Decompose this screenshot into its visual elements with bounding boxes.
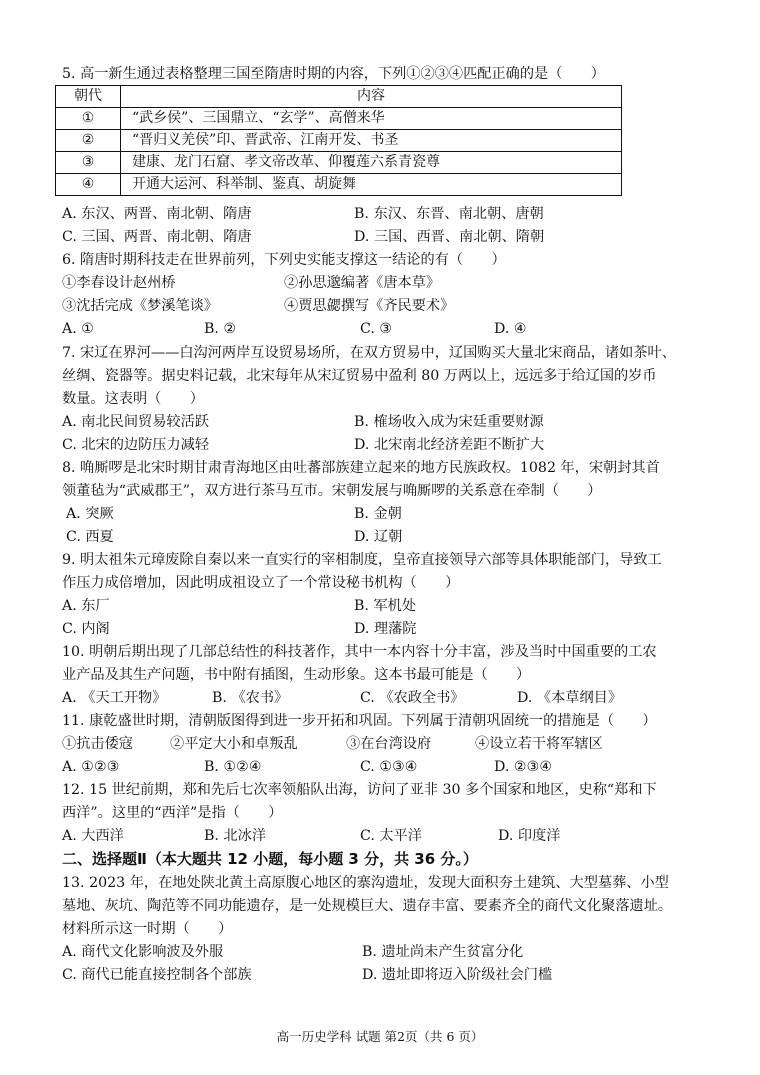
option-a: A. 突厥 xyxy=(66,506,114,522)
option-b: B. ② xyxy=(204,321,237,337)
item-4: ④贾思勰撰写《齐民要术》 xyxy=(284,298,455,314)
item-3: ③在台湾设府 xyxy=(346,736,432,752)
option-c: C. ①③④ xyxy=(360,759,418,775)
question-6-stem: 6. 隋唐时期科技走在世界前列，下列史实能支撑这一结论的有（ ） xyxy=(62,252,506,268)
table-header-row xyxy=(56,86,622,108)
table-cell-num: ② xyxy=(56,130,121,152)
option-d: D. ②③④ xyxy=(494,759,553,775)
section-2-heading: 二、选择题Ⅱ（本大题共 12 小题，每小题 3 分，共 36 分。） xyxy=(62,850,478,868)
item-1: ①抗击倭寇 xyxy=(62,736,133,752)
question-9-stem-line1: 9. 明太祖朱元璋废除自秦以来一直实行的宰相制度，皇帝直接领导六部等具体职能部门，导致工 xyxy=(62,552,662,568)
option-a: A. 南北民间贸易较活跃 xyxy=(62,414,209,430)
option-c: C. 西夏 xyxy=(66,529,114,545)
table-cell-content: 建康、龙门石窟、孝文帝改革、仰覆莲六系青瓷尊 xyxy=(121,152,622,174)
question-7-stem-line2: 丝绸、瓷器等。据史料记载，北宋每年从宋辽贸易中盈利 80 万两以上，远远多于给辽国的岁币 xyxy=(62,368,657,384)
table-row xyxy=(56,152,622,174)
question-13-stem-line2: 墓地、灰坑、陶范等不同功能遗存，是一处规模巨大、遗存丰富、要素齐全的商代文化聚落遗址。 xyxy=(62,898,673,914)
question-9-stem-line2: 作压力成倍增加，因此明成祖设立了一个常设秘书机构（ ） xyxy=(62,575,460,591)
question-13-stem-line3: 材料所示这一时期（ ） xyxy=(62,921,233,937)
question-10-stem-line2: 业产品及其生产问题，书中附有插图，生动形象。这本书最可能是（ ） xyxy=(62,667,531,683)
question-8-stem-line1: 8. 唃厮啰是北宋时期甘肃青海地区由吐蕃部族建立起来的地方民族政权。1082 年，宋朝封其首 xyxy=(62,460,660,476)
option-b: B. 金朝 xyxy=(354,506,402,522)
table-cell-num: ③ xyxy=(56,152,121,174)
option-b: B. 遗址尚未产生贫富分化 xyxy=(362,944,524,960)
option-d: D. 三国、西晋、南北朝、隋朝 xyxy=(354,229,545,245)
option-c: C. 《农政全书》 xyxy=(360,690,465,706)
table-cell-num: ① xyxy=(56,108,121,130)
item-4: ④设立若干将军辖区 xyxy=(475,736,603,752)
table-cell-num: ④ xyxy=(56,174,121,196)
page-footer: 高一历史学科 试题 第2页（共 6 页） xyxy=(276,1029,484,1044)
option-b: B. 军机处 xyxy=(354,598,417,614)
option-a: A. 《天工开物》 xyxy=(62,690,167,706)
table-header-dynasty: 朝代 xyxy=(56,86,121,108)
option-a: A. 东汉、两晋、南北朝、隋唐 xyxy=(62,206,252,222)
option-b: B. 榷场收入成为宋廷重要财源 xyxy=(354,414,544,430)
question-5-table xyxy=(55,85,622,196)
question-8-stem-line2: 领董毡为“武威郡王”，双方进行茶马互市。宋朝发展与唃厮啰的关系意在牵制（ ） xyxy=(62,483,602,499)
option-b: B. 东汉、东晋、南北朝、唐朝 xyxy=(354,206,544,222)
option-c: C. 三国、两晋、南北朝、隋唐 xyxy=(62,229,252,245)
question-11-stem: 11. 康乾盛世时期，清朝版图得到进一步开拓和巩固。下列属于清朝巩固统一的措施是（ ） xyxy=(62,713,657,729)
option-a: A. ①②③ xyxy=(62,759,120,775)
option-d: D. 北宋南北经济差距不断扩大 xyxy=(354,437,545,453)
option-c: C. 北宋的边防压力减轻 xyxy=(62,437,210,453)
table-header-content: 内容 xyxy=(121,86,622,108)
question-7-stem-line3: 数量。这表明（ ） xyxy=(62,391,204,407)
option-d: D. 理藩院 xyxy=(354,621,417,637)
table-row xyxy=(56,108,622,130)
option-b: B. 《农书》 xyxy=(212,690,289,706)
item-1: ①李春设计赵州桥 xyxy=(62,275,176,291)
option-b: B. ①②④ xyxy=(204,759,262,775)
question-12-stem-line1: 12. 15 世纪前期，郑和先后七次率领船队出海，访问了亚非 30 多个国家和地区，史称“郑和下 xyxy=(62,782,657,798)
option-c: C. 内阁 xyxy=(62,621,110,637)
table-cell-content: “武乡侯”、三国鼎立、“玄学”、高僧来华 xyxy=(121,108,622,130)
item-3: ③沈括完成《梦溪笔谈》 xyxy=(62,298,219,314)
option-d: D. 《本草纲目》 xyxy=(517,690,623,706)
table-row xyxy=(56,130,622,152)
option-a: A. 东厂 xyxy=(62,598,110,614)
option-a: A. 商代文化影响波及外服 xyxy=(62,944,224,960)
option-d: D. 印度洋 xyxy=(498,828,561,844)
option-d: D. 遗址即将迈入阶级社会门槛 xyxy=(362,967,553,983)
option-d: D. 辽朝 xyxy=(354,529,403,545)
table-row xyxy=(56,174,622,196)
option-c: C. 太平洋 xyxy=(360,828,422,844)
option-a: A. ① xyxy=(62,321,94,337)
option-c: C. ③ xyxy=(360,321,393,337)
question-13-stem-line1: 13. 2023 年，在地处陕北黄土高原腹心地区的寨沟遗址，发现大面积夯土建筑、大型墓葬、小型 xyxy=(62,875,669,891)
option-b: B. 北冰洋 xyxy=(204,828,267,844)
option-a: A. 大西洋 xyxy=(62,828,124,844)
question-10-stem-line1: 10. 明朝后期出现了几部总结性的科技著作，其中一本内容十分丰富，涉及当时中国重要的工农 xyxy=(62,644,657,660)
question-5-stem: 5. 高一新生通过表格整理三国至隋唐时期的内容，下列①②③④匹配正确的是（ ） xyxy=(62,66,605,82)
question-12-stem-line2: 西洋”。这里的“西洋”是指（ ） xyxy=(62,805,283,821)
table-cell-content: “晋归义羌侯”印、晋武帝、江南开发、书圣 xyxy=(121,130,622,152)
item-2: ②平定大小和卓叛乱 xyxy=(170,736,298,752)
table-cell-content: 开通大运河、科举制、鉴真、胡旋舞 xyxy=(121,174,622,196)
option-d: D. ④ xyxy=(494,321,527,337)
option-c: C. 商代已能直接控制各个部族 xyxy=(62,967,252,983)
item-2: ②孙思邈编著《唐本草》 xyxy=(284,275,441,291)
question-7-stem-line1: 7. 宋辽在界河——白沟河两岸互设贸易场所，在双方贸易中，辽国购买大量北宋商品，诸如茶叶、 xyxy=(62,345,676,361)
